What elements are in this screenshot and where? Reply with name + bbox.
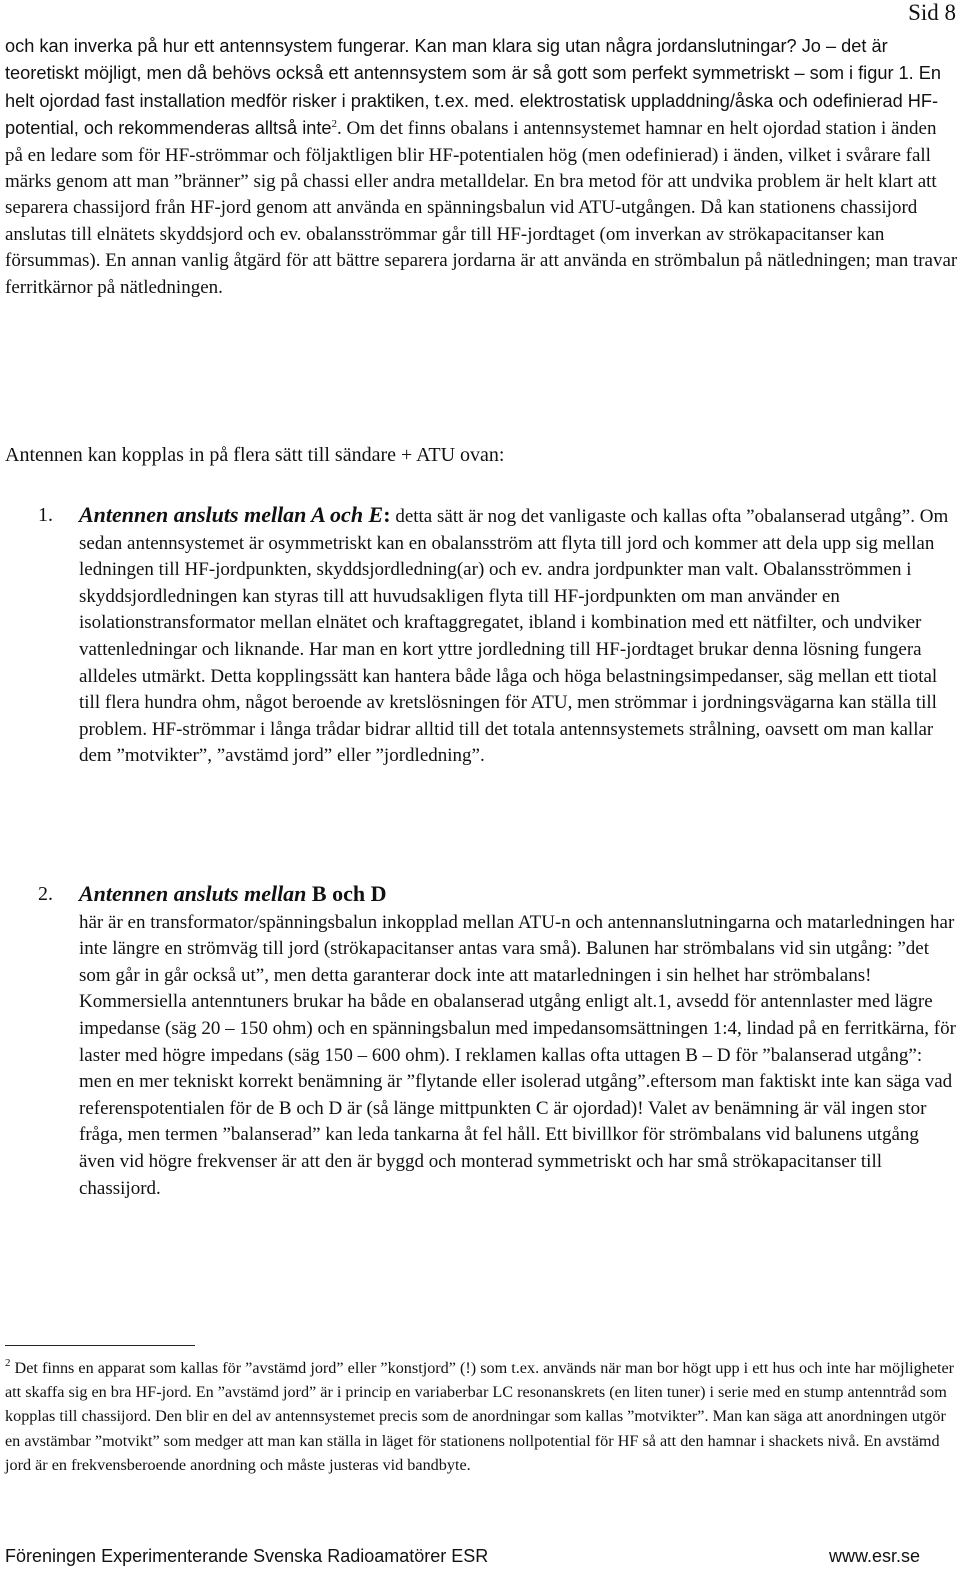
footnote-number: 2: [5, 1357, 11, 1369]
intro-paragraph: [5, 33, 958, 301]
footnote: [5, 1356, 955, 1477]
list-item-body: [79, 502, 957, 770]
footnote-divider: [5, 1345, 195, 1346]
intro-heading: Antennen kan kopplas in på flera sätt till sändare + ATU ovan:: [5, 444, 505, 466]
page-footer: [5, 1543, 920, 1569]
list-item-body: [79, 881, 957, 1202]
footer-organization: Föreningen Experimenterande Svenska Radioamatörer ESR: [5, 1546, 489, 1566]
footer-website-link[interactable]: www.esr.se: [828, 1546, 920, 1566]
list-item-title-text: Antennen ansluts mellan A och E: [79, 502, 384, 527]
list-item-number: 2.: [38, 883, 53, 905]
intro-text-sans: och kan inverka på hur ett antennsystem fungerar. Kan man klara sig utan några jordanslutningar? Jo – det är teoretiskt möjligt, men då behövs också ett antennsystem som är så gott som perfekt symmetriskt – som i figur 1. En helt ojordad fast installation medför risker i praktiken, t.ex. med. elektrostatisk uppladdning/åska och odefinierad HF-potential, och rekommenderas alltså inte: [5, 36, 942, 139]
list-item-title-text: Antennen ansluts mellan: [79, 881, 307, 906]
page-number: Sid 8: [908, 0, 956, 25]
list-item-title-tail: :: [383, 502, 391, 527]
list-item-text: detta sätt är nog det vanligaste och kallas ofta ”obalanserad utgång”. Om sedan antennsystemet är osymmetriskt kan en obalansström att flyta till jord och kommer att dela upp sig mellan ledningen till HF-jordpunkten, skyddsjordledning(ar) och ev. andra jordpunkter man valt. Obalansströmmen i skyddsjordledningen kan styras till att huvudsakligen flyta till HF-jordpunkten om man använder en isolationstransformator mellan elnätet och kraftaggregatet, ibland i kombination med ett nätfilter, och undviker vattenledningar och liknande. Har man en kort yttre jordledning till HF-jordtaget brukar denna lösning fungera alldeles utmärkt. Detta kopplingssätt kan hantera både låga och höga belastningsimpedanser, säg mellan ett tiotal till flera hundra ohm, något beroende av kretslösningen för ATU, men strömmar i jordningsvägarna kan ställa till problem. HF-strömmar i långa trådar bidrar alltid till det totala antennsystemets strålning, oavsett om man kallar dem ”motvikter”, ”avstämd jord” eller ”jordledning”.: [79, 506, 949, 767]
footnote-reference[interactable]: 2: [331, 118, 338, 131]
list-item-number: 1.: [38, 504, 53, 526]
footnote-text: Det finns en apparat som kallas för ”avstämd jord” eller ”konstjord” (!) som t.ex. används när man bor högt upp i ett hus och inte har möjligheter att skaffa sig en bra HF-jord. En ”avstämd jord” är i princip en variaberbar LC resonanskrets (en liten tuner) i serie med en stump antenntråd som kopplas till chassijord. Den blir en del av antennsystemet precis som de anordningar som kallas ”motvikter”. Man kan säga att anordningen utgör en avstämbar ”motvikt” som medger att man kan ställa in läget för stationens nollpotential för HF så att den hamnar i shackets nivå. En avstämd jord är en frekvensberoende anordning och måste justeras vid bandbyte.: [5, 1359, 955, 1474]
list-item-title-tail: B och D: [311, 881, 387, 906]
list-item-title: [79, 502, 391, 527]
list-item-text: här är en transformator/spänningsbalun inkopplad mellan ATU-n och antennanslutningarna och matarledningen har inte längre en strömväg till jord (strökapacitanser antas vara små). Balunen har strömbalans vid sin utgång: ”det som går in går också ut”, men detta garanterar dock inte att matarledningen i sin helhet har strömbalans! Kommersiella antenntuners brukar ha både en obalanserad utgång enligt alt.1, avsedd för antennlaster med lägre impedanse (säg 20 – 150 ohm) och en spänningsbalun med impedansomsättningen 1:4, lindad på en ferritkärna, för laster med högre impedans (säg 150 – 600 ohm). I reklamen kallas ofta uttagen B – D för ”balanserad utgång”: men en mer tekniskt korrekt benämning är ”flytande eller isolerad utgång”.eftersom man faktiskt inte kan säga vad referenspotentialen för de B och D är (så länge mittpunkten C är ojordad)! Valet av benämning är väl ingen stor fråga, men termen ”balanserad” kan leda tankarna åt fel håll. Ett bivillkor för strömbalans vid balunens utgång även vid högre frekvenser är att den är byggd och monterad symmetriskt och har små strökapacitanser till chassijord.: [79, 911, 956, 1199]
list-item-title: [79, 881, 386, 906]
intro-text-serif: . Om det finns obalans i antennsystemet hamnar en helt ojordad station i änden på en ledare som för HF-strömmar och följaktligen blir HF-potentialen hög (men odefinierad) i änden, vilket i svårare fall märks genom att man ”bränner” sig på chassi eller andra metalldelar. En bra metod för att undvika problem är helt klart att separera chassijord från HF-jord genom att använda en spänningsbalun vid ATU-utgången. Då kan stationens chassijord anslutas till elnätets skyddsjord och ev. obalansströmmar går till HF-jordtaget (om inverkan av strökapacitanser kan försummas). En annan vanlig åtgärd för att bättre separera jordarna är att använda en strömbalun på nätledningen; man travar ferritkärnor på nätledningen.: [5, 118, 958, 298]
